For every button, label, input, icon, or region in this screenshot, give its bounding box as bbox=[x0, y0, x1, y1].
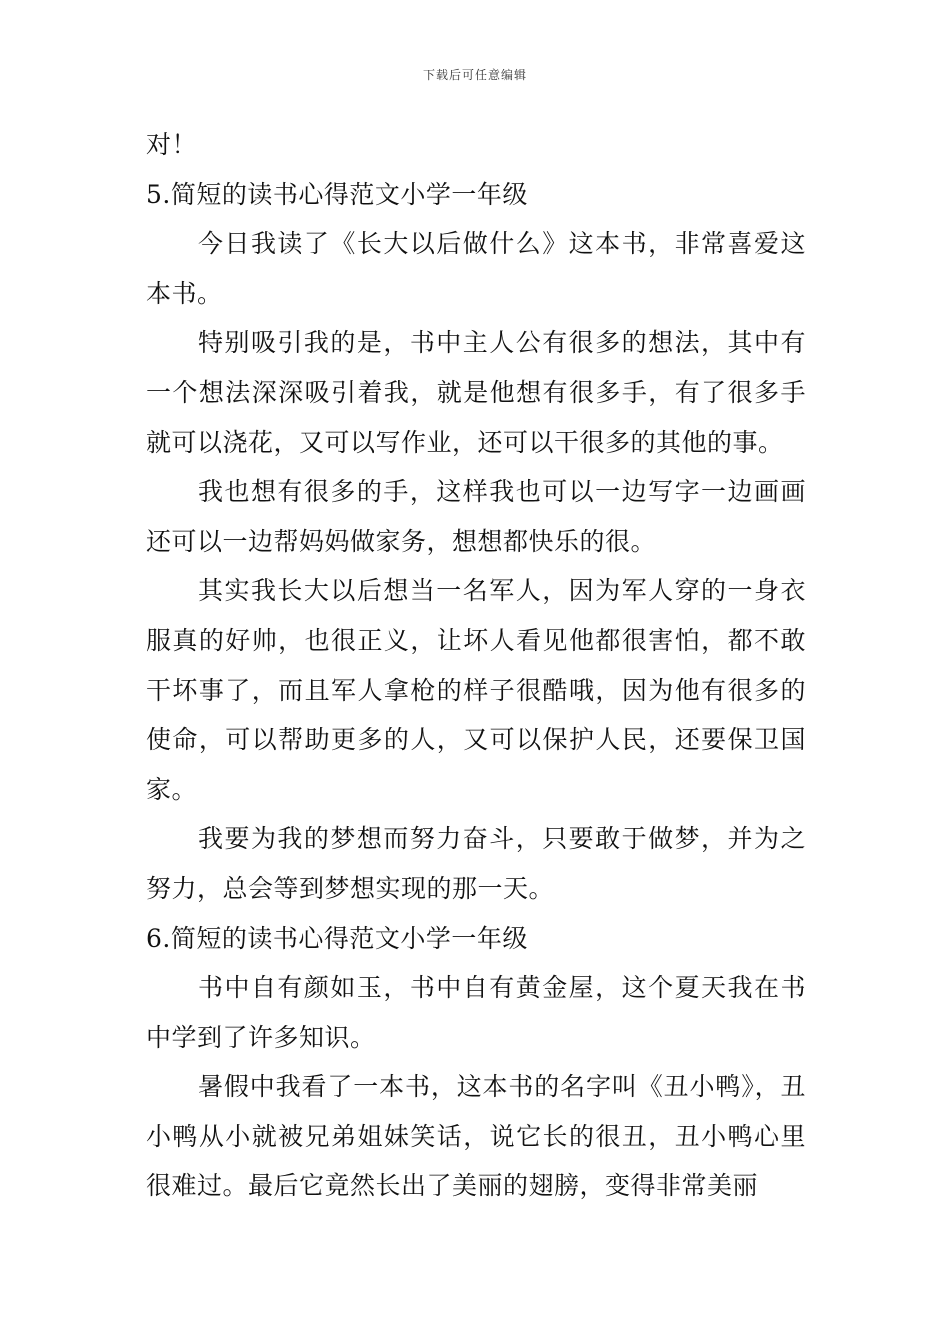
document-body bbox=[146, 120, 806, 1211]
paragraph: 我要为我的梦想而努力奋斗，只要敢于做梦，并为之努力，总会等到梦想实现的那一天。 bbox=[146, 824, 806, 903]
paragraph: 书中自有颜如玉，书中自有黄金屋，这个夏天我在书中学到了许多知识。 bbox=[146, 973, 806, 1052]
paragraph-closing-line: 对！ bbox=[146, 130, 198, 159]
paragraph: 特别吸引我的是，书中主人公有很多的想法，其中有一个想法深深吸引着我，就是他想有很多手，有了很多手就可以浇花，又可以写作业，还可以干很多的其他的事。 bbox=[146, 328, 806, 457]
section-heading-6: 6.简短的读书心得范文小学一年级 bbox=[146, 923, 528, 953]
paragraph: 暑假中我看了一本书，这本书的名字叫《丑小鸭》，丑小鸭从小就被兄弟姐妹笑话，说它长的很丑，丑小鸭心里很难过。最后它竟然长出了美丽的翅膀，变得非常美丽 bbox=[146, 1072, 806, 1201]
section-heading-5: 5.简短的读书心得范文小学一年级 bbox=[146, 179, 528, 209]
paragraph: 今日我读了《长大以后做什么》这本书，非常喜爱这本书。 bbox=[146, 229, 806, 308]
paragraph: 其实我长大以后想当一名军人，因为军人穿的一身衣服真的好帅，也很正义，让坏人看见他都很害怕，都不敢干坏事了，而且军人拿枪的样子很酷哦，因为他有很多的使命，可以帮助更多的人，又可以保护人民，还要保卫国家。 bbox=[146, 576, 806, 804]
page-header: 下载后可任意编辑 bbox=[422, 68, 527, 82]
paragraph: 我也想有很多的手，这样我也可以一边写字一边画画还可以一边帮妈妈做家务，想想都快乐的很。 bbox=[146, 477, 806, 556]
